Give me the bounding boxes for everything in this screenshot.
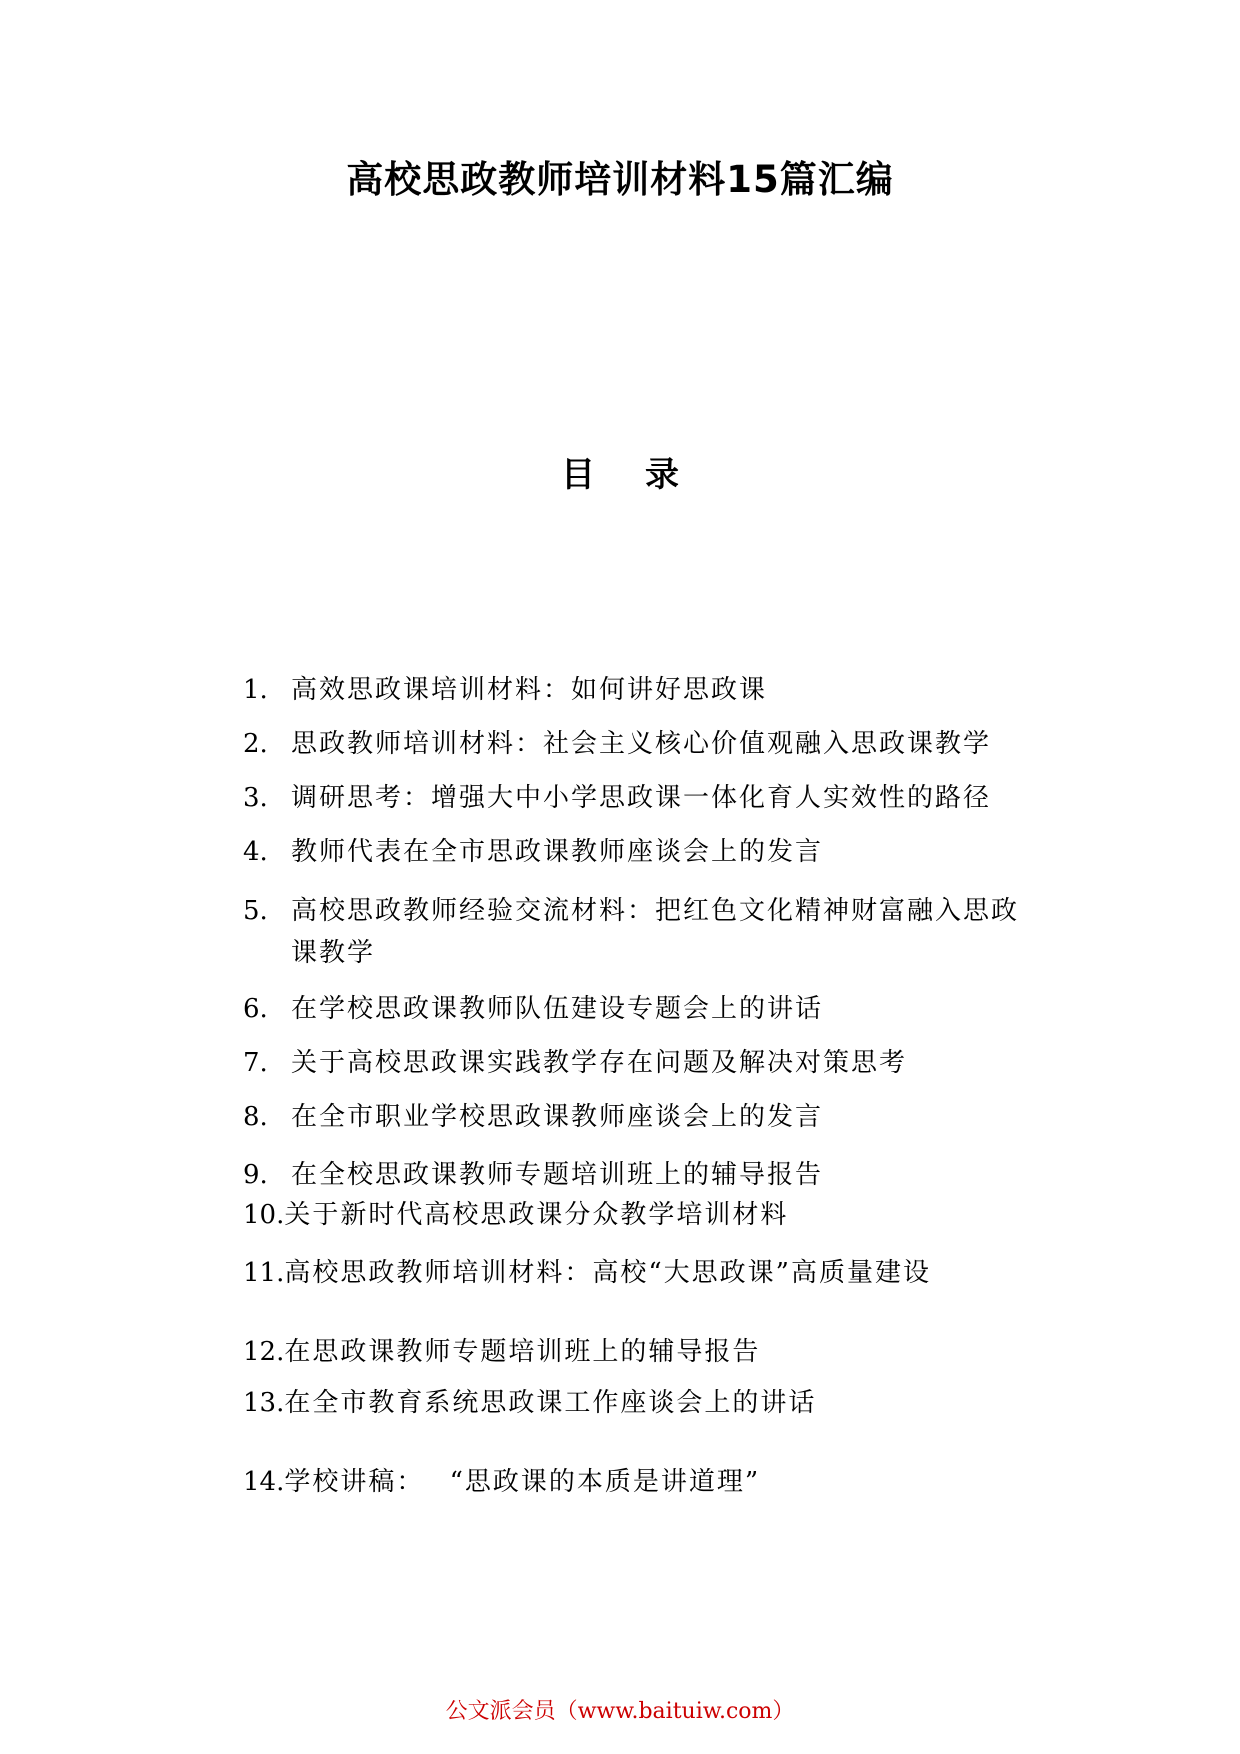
toc-item-number: 8. <box>243 1102 268 1132</box>
toc-item-title: 高校思政教师经验交流材料：把红色文化精神财富融入思政 <box>291 896 1020 926</box>
toc-item-title: 调研思考：增强大中小学思政课一体化育人实效性的路径 <box>291 783 992 813</box>
toc-item-8 <box>243 1096 1063 1138</box>
toc-item-number: 7. <box>243 1048 268 1078</box>
toc-item-title: 学校讲稿： “思政课的本质是讲道理” <box>284 1467 761 1497</box>
toc-item-2 <box>243 723 1063 765</box>
toc-item-title: 思政教师培训材料：社会主义核心价值观融入思政课教学 <box>291 729 992 759</box>
toc-item-number: 14. <box>243 1467 285 1497</box>
toc-item-title: 高效思政课培训材料：如何讲好思政课 <box>291 675 768 705</box>
toc-item-title: 高校思政教师培训材料：高校“大思政课”高质量建设 <box>284 1258 931 1288</box>
toc-item-11 <box>243 1252 1063 1294</box>
toc-item-title: 关于高校思政课实践教学存在问题及解决对策思考 <box>291 1048 908 1078</box>
toc-item-10 <box>243 1194 1063 1236</box>
toc-item-number: 12. <box>243 1337 285 1367</box>
toc-heading-part2: 录 <box>645 455 679 495</box>
toc-item-7 <box>243 1042 1063 1084</box>
toc-item-number: 6. <box>243 994 268 1024</box>
toc-item-number: 9. <box>243 1160 268 1190</box>
toc-item-title: 在全市职业学校思政课教师座谈会上的发言 <box>291 1102 824 1132</box>
toc-item-number: 5. <box>243 896 268 926</box>
toc-item-title: 关于新时代高校思政课分众教学培训材料 <box>284 1200 789 1230</box>
toc-item-4 <box>243 831 1063 873</box>
toc-item-6 <box>243 988 1063 1030</box>
toc-item-number: 4. <box>243 837 268 867</box>
footer-watermark: 公文派会员（www.baituiw.com） <box>445 1699 795 1724</box>
toc-item-9 <box>243 1154 1063 1196</box>
toc-item-14 <box>243 1461 1063 1503</box>
document-title: 高校思政教师培训材料15篇汇编 <box>346 158 894 201</box>
toc-item-12 <box>243 1331 1063 1373</box>
toc-item-title: 在学校思政课教师队伍建设专题会上的讲话 <box>291 994 824 1024</box>
toc-item-title: 教师代表在全市思政课教师座谈会上的发言 <box>291 837 824 867</box>
toc-heading-part1: 目 <box>561 455 595 495</box>
toc-item-1 <box>243 669 1063 711</box>
toc-item-number: 3. <box>243 783 268 813</box>
toc-item-number: 10. <box>243 1200 285 1230</box>
toc-item-number: 11. <box>243 1258 285 1288</box>
toc-item-number: 1. <box>243 675 268 705</box>
toc-item-title: 在全市教育系统思政课工作座谈会上的讲话 <box>284 1388 817 1418</box>
toc-item-title-continued: 课教学 <box>291 938 376 968</box>
toc-item-3 <box>243 777 1063 819</box>
toc-item-5 <box>243 890 1063 974</box>
toc-item-13 <box>243 1382 1063 1424</box>
toc-item-number: 2. <box>243 729 268 759</box>
toc-item-number: 13. <box>243 1388 285 1418</box>
toc-item-title: 在思政课教师专题培训班上的辅导报告 <box>284 1337 761 1367</box>
toc-item-title: 在全校思政课教师专题培训班上的辅导报告 <box>291 1160 824 1190</box>
